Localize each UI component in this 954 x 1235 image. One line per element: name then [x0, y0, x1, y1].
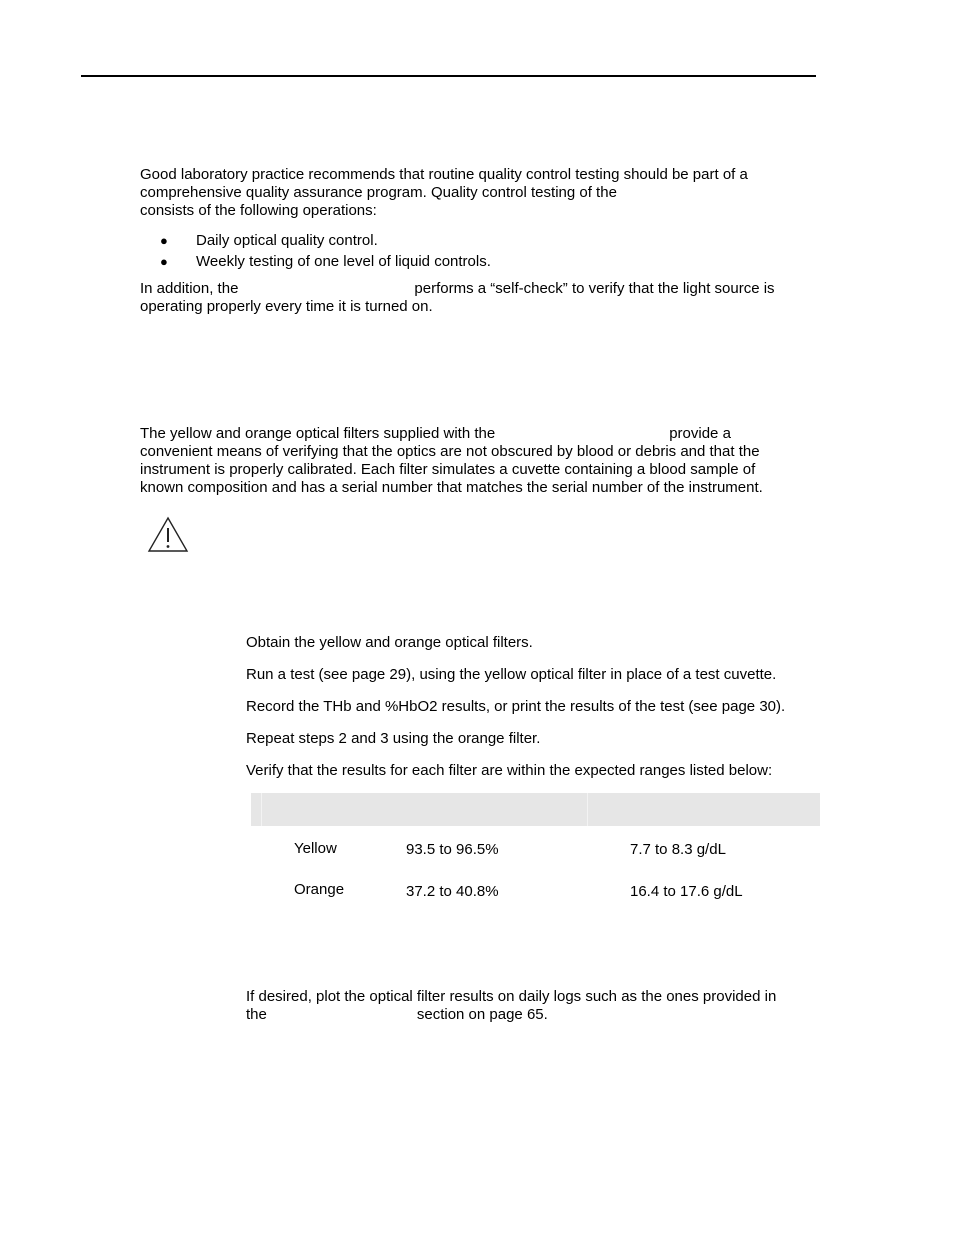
procedure-step: Repeat steps 2 and 3 using the orange filter. — [246, 730, 541, 747]
hbo2-range-cell: 93.5 to 96.5% — [406, 841, 499, 858]
ranges-table-header — [251, 793, 820, 826]
self-check-line-1 — [140, 280, 800, 298]
hbo2-range-cell: 37.2 to 40.8% — [406, 883, 499, 900]
intro-line: consists of the following operations: — [140, 202, 377, 219]
intro-line: comprehensive quality assurance program. Quality control testing of the — [140, 184, 617, 201]
filters-line-2: convenient means of verifying that the optics are not obscured by blood or debris and that the — [140, 443, 760, 460]
intro-paragraph — [140, 166, 800, 220]
procedure-step: Obtain the yellow and orange optical filters. — [246, 634, 533, 651]
procedure-step: Record the THb and %HbO2 results, or print the results of the test (see page 30). — [246, 698, 786, 715]
bullet-icon: ● — [160, 233, 168, 248]
self-check-line-2: operating properly every time it is turned on. — [140, 298, 433, 315]
procedure-step: Verify that the results for each filter are within the expected ranges listed below: — [246, 762, 773, 779]
plot-note-text-start: the — [246, 1006, 267, 1023]
bullet-text: Weekly testing of one level of liquid controls. — [196, 253, 491, 270]
self-check-paragraph — [140, 280, 800, 316]
warning-triangle-icon — [147, 516, 189, 554]
procedure-step: Run a test (see page 29), using the yellow optical filter in place of a test cuvette. — [246, 666, 777, 683]
filters-line-3: instrument is properly calibrated. Each filter simulates a cuvette containing a blood sample of — [140, 461, 756, 478]
plot-note-text-end: section on page 65. — [416, 1006, 548, 1023]
thb-range-cell: 16.4 to 17.6 g/dL — [630, 883, 743, 900]
filter-name-cell: Orange — [294, 881, 345, 898]
plot-note-paragraph — [246, 988, 816, 1024]
intro-line: Good laboratory practice recommends that routine quality control testing should be part of a — [140, 166, 748, 183]
plot-note-line-2 — [246, 1006, 816, 1024]
plot-note-line-1: If desired, plot the optical filter results on daily logs such as the ones provided in — [246, 988, 777, 1005]
filters-paragraph — [140, 425, 800, 497]
bullet-item — [160, 253, 491, 271]
bullet-icon: ● — [160, 254, 168, 269]
filters-text-end: provide a — [669, 425, 731, 442]
filters-line-4: known composition and has a serial number that matches the serial number of the instrument. — [140, 479, 763, 496]
bullet-item — [160, 232, 378, 250]
header-rule — [81, 75, 816, 77]
self-check-text-start: In addition, the — [140, 280, 239, 297]
self-check-text-end: performs a “self-check” to verify that the light source is — [414, 280, 775, 297]
filters-line-1 — [140, 425, 800, 443]
filter-name-cell: Yellow — [294, 840, 337, 857]
filters-text-start: The yellow and orange optical filters supplied with the — [140, 425, 496, 442]
thb-range-cell: 7.7 to 8.3 g/dL — [630, 841, 726, 858]
bullet-text: Daily optical quality control. — [196, 232, 378, 249]
